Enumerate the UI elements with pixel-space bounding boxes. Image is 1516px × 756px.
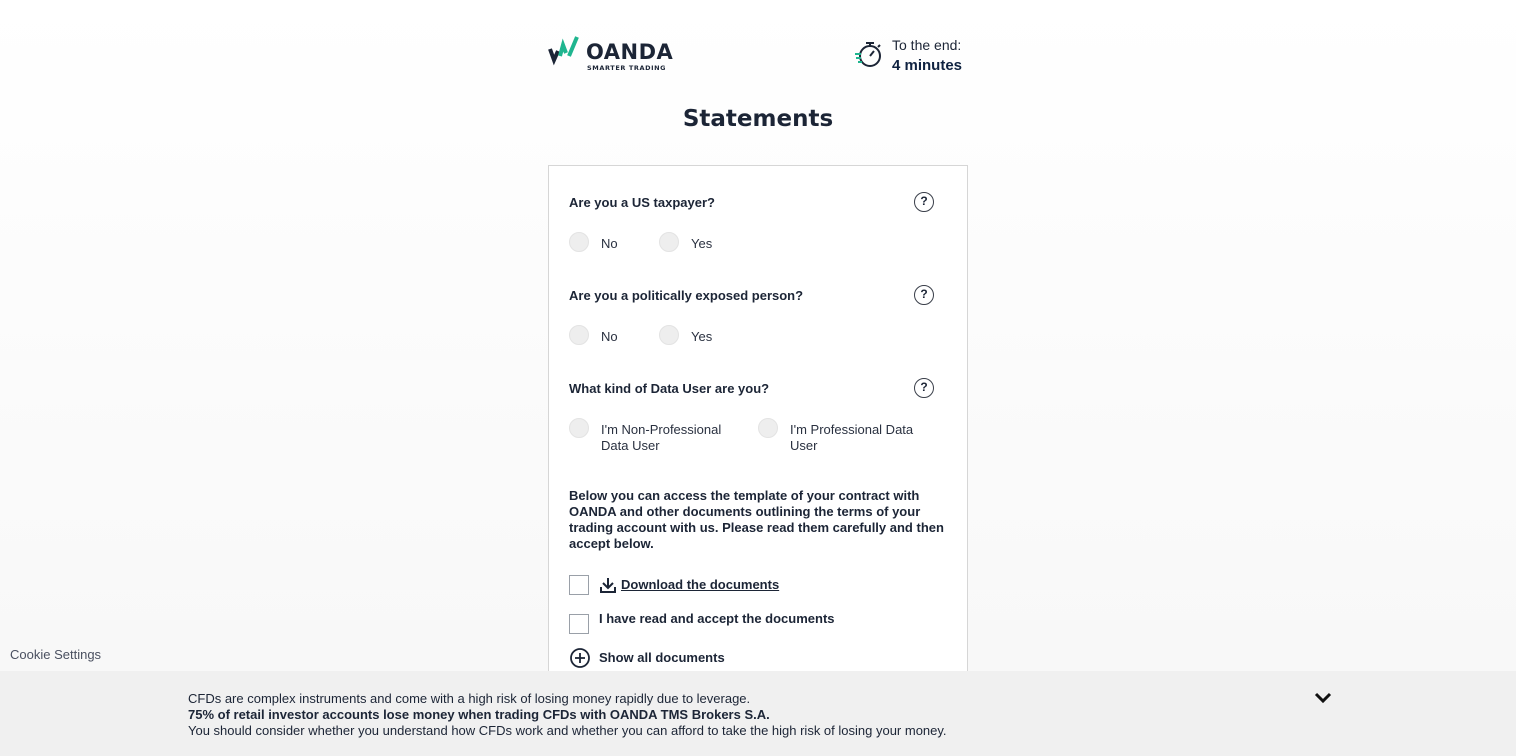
page-title: Statements: [682, 106, 834, 132]
brand-name: OANDA: [586, 40, 674, 64]
radio-us-taxpayer-yes[interactable]: [659, 232, 739, 262]
risk-warning-bar: [0, 671, 1516, 756]
download-icon[interactable]: [599, 576, 617, 594]
radio-pep-no[interactable]: [569, 325, 649, 355]
radio-pep-yes[interactable]: [659, 325, 739, 355]
radio-circle[interactable]: [659, 232, 679, 252]
radio-label: No: [601, 236, 618, 251]
show-all-documents-button[interactable]: [569, 647, 769, 669]
radio-label: Yes: [691, 329, 713, 344]
radio-circle[interactable]: [569, 232, 589, 252]
radio-non-professional[interactable]: [569, 418, 749, 458]
oanda-logo-icon: [548, 36, 582, 68]
timer-value: 4 minutes: [892, 57, 963, 74]
risk-line-3: You should consider whether you understand how CFDs work and whether you can afford to take the high risk of losing your money.: [188, 723, 947, 738]
risk-line-2: 75% of retail investor accounts lose money when trading CFDs with OANDA TMS Brokers S.A.: [188, 707, 770, 722]
radio-circle[interactable]: [758, 418, 778, 438]
risk-warning-text: [188, 691, 947, 739]
radio-us-taxpayer-no[interactable]: [569, 232, 649, 262]
help-icon[interactable]: ?: [914, 378, 934, 398]
question-data-user: What kind of Data User are you?: [569, 381, 770, 396]
question-politically-exposed: Are you a politically exposed person?: [569, 288, 804, 303]
download-documents-row: [569, 575, 829, 597]
radio-label: I'm Non-Professional Data User: [601, 422, 722, 453]
timer-label: To the end:: [892, 37, 962, 53]
accept-documents-label: I have read and accept the documents: [599, 611, 835, 626]
accept-documents-row: [569, 611, 869, 636]
show-all-documents-label: Show all documents: [599, 650, 725, 665]
chevron-down-icon[interactable]: [1313, 691, 1333, 705]
oanda-logo[interactable]: [548, 34, 678, 74]
radio-label: Yes: [691, 236, 713, 251]
radio-circle[interactable]: [569, 418, 589, 438]
radio-circle[interactable]: [569, 325, 589, 345]
plus-circle-icon: [569, 647, 591, 669]
accept-checkbox[interactable]: [569, 614, 589, 634]
radio-label: I'm Professional Data User: [790, 422, 914, 453]
download-checkbox[interactable]: [569, 575, 589, 595]
radio-circle[interactable]: [659, 325, 679, 345]
question-us-taxpayer: Are you a US taxpayer?: [569, 195, 715, 210]
help-icon[interactable]: ?: [914, 192, 934, 212]
help-icon[interactable]: ?: [914, 285, 934, 305]
radio-professional[interactable]: [758, 418, 938, 458]
radio-label: No: [601, 329, 618, 344]
brand-tagline: SMARTER TRADING: [587, 64, 667, 72]
stopwatch-icon: [854, 40, 884, 70]
header: [548, 34, 968, 78]
documents-intro: Below you can access the template of your contract with OANDA and other documents outlining the terms of your trading account with us. Please read them carefully and then accept below.: [569, 488, 944, 551]
download-documents-link[interactable]: Download the documents: [621, 577, 780, 592]
risk-line-1: CFDs are complex instruments and come with a high risk of losing money rapidly due to leverage.: [188, 691, 751, 706]
session-timer: [854, 34, 968, 78]
statements-form: [548, 165, 968, 685]
cookie-settings-link[interactable]: Cookie Settings: [10, 647, 102, 662]
